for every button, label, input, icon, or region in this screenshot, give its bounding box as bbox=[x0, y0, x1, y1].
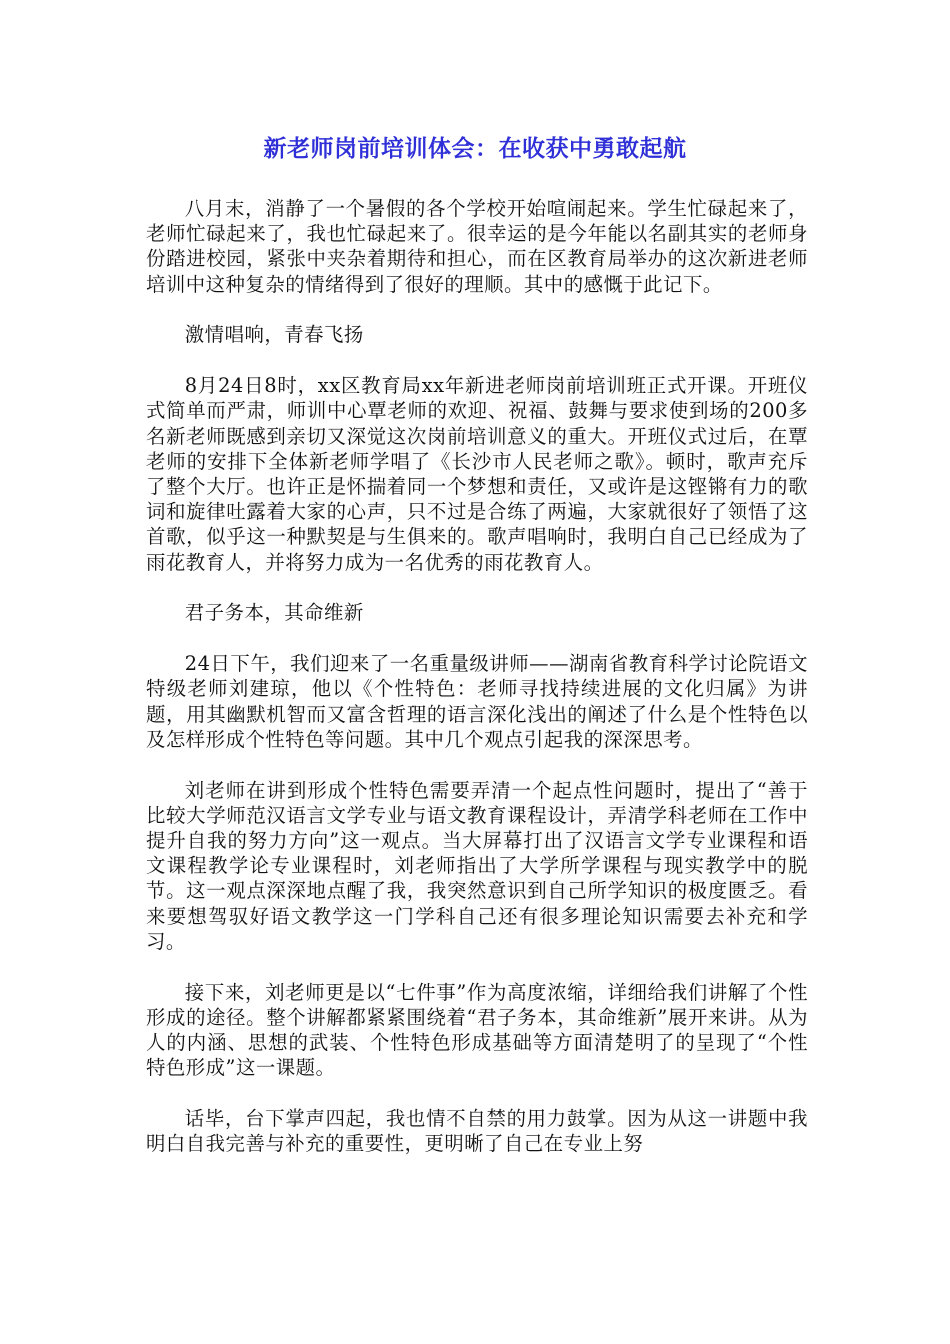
paragraph-seven-things: 接下来，刘老师更是以“七件事”作为高度浓缩，详细给我们讲解了个性形成的途径。整个讲解都紧紧围绕着“君子务本，其命维新”展开来讲。从为人的内涵、思想的武装、个性特色形成基础等方面清楚明了的呈现了“个性特色形成”这一课题。 bbox=[146, 980, 808, 1080]
section-heading-gentleman: 君子务本，其命维新 bbox=[184, 601, 364, 625]
paragraph-lecture-intro: 24日下午，我们迎来了一名重量级讲师——湖南省教育科学讨论院语文特级老师刘建琼，他以《个性特色：老师寻找持续进展的文化归属》为讲题，用其幽默机智而又富含哲理的语言深化浅出的阐述了什么是个性特色以及怎样形成个性特色等问题。其中几个观点引起我的深深思考。 bbox=[146, 652, 808, 751]
paragraph-intro: 八月末，消静了一个暑假的各个学校开始喧闹起来。学生忙碌起来了，老师忙碌起来了，我也忙碌起来了。很幸运的是今年能以名副其实的老师身份踏进校园，紧张中夹杂着期待和担心，而在区教育局举办的这次新进老师培训中这种复杂的情绪得到了很好的理顺。其中的感慨于此记下。 bbox=[146, 197, 808, 296]
paragraph-opening-ceremony: 8月24日8时，xx区教育局xx年新进老师岗前培训班正式开课。开班仪式简单而严肃，师训中心覃老师的欢迎、祝福、鼓舞与要求使到场的200多名新老师既感到亲切又深觉这次岗前培训意义的重大。开班仪式过后，在覃老师的安排下全体新老师学唱了《长沙市人民老师之歌》。顿时，歌声充斥了整个大厅。也许正是怀揣着同一个梦想和责任，又或许是这铿锵有力的歌词和旋律吐露着大家的心声，只不过是合练了两遍，大家就很好了领悟了这首歌，似乎这一种默契是与生俱来的。歌声唱响时，我明白自己已经成为了雨花教育人，并将努力成为一名优秀的雨花教育人。 bbox=[146, 374, 808, 574]
paragraph-lecture-point: 刘老师在讲到形成个性特色需要弄清一个起点性问题时，提出了“善于比较大学师范汉语言文学专业与语文教育课程设计，弄清学科老师在工作中提升自我的努力方向”这一观点。当大屏幕打出了汉语言文学专业课程和语文课程教学论专业课程时，刘老师指出了大学所学课程与现实教学中的脱节。这一观点深深地点醒了我，我突然意识到自己所学知识的极度匮乏。看来要想驾驭好语文教学这一门学科自己还有很多理论知识需要去补充和学习。 bbox=[146, 778, 808, 953]
paragraph-applause: 话毕，台下掌声四起，我也情不自禁的用力鼓掌。因为从这一讲题中我明白自我完善与补充的重要性，更明晰了自己在专业上努 bbox=[146, 1107, 808, 1156]
document-title: 新老师岗前培训体会：在收获中勇敢起航 bbox=[263, 136, 687, 162]
document-body bbox=[146, 196, 808, 1182]
section-heading-passion: 激情唱响，青春飞扬 bbox=[184, 323, 364, 347]
